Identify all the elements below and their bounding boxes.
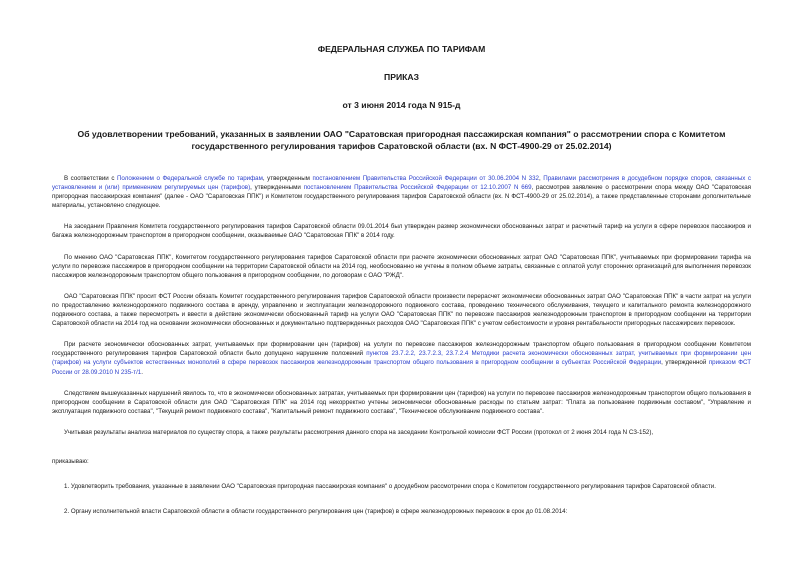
document-title: Об удовлетворении требований, указанных в заявлении ОАО "Саратовская пригородная пассажирская компания" о рассмотрении спора с Комитетом государственного регулирования тарифов Саратовской области (вх. N ФСТ-4900-29 от 25.02.2014) [77,129,726,151]
link-clauses[interactable]: пунктов 23.7.2.2, 23.7.2.3, 23.7.2.4 [366,350,469,358]
text-run: , утвержденной [661,359,709,367]
link-order-235[interactable]: приказом ФСТ России от 28.09.2010 N 235-т/1 [52,359,751,376]
paragraph-preamble [52,174,751,210]
link-dispute-rules[interactable]: Правилами рассмотрения в досудебном порядке споров, связанных с установлением и (или) применением регулируемых цен (тарифов) [52,175,752,192]
paragraph-order: приказываю: [52,457,89,465]
text-run: , утвержденным [262,175,313,182]
text-run: . [141,368,143,376]
text-run: , [538,175,544,182]
paragraph-6: Следствием вышеуказанных нарушений явилось то, что в экономически обоснованных затратах, учитываемых при формировании цен (тарифов) на услуги по перевозке пассажиров железнодорожным транспортом общего пользования в пригородном сообщении в Саратовской области для ОАО "Саратовская ППК" на 2014 год некорректно учтены экономически обоснованные расходы по статьям затрат: "Плата за пользование подвижным составом", "Управление и эксплуатация подвижного состава", "Текущий ремонт подвижного состава", "Капитальный ремонт подвижного состава", "Техническое обслуживание подвижного состава". [52,389,751,415]
link-resolution-332[interactable]: постановлением Правительства Российской Федерации от 30.06.2004 N 332 [312,175,539,182]
paragraph-5 [52,340,751,376]
text-run: При расчете экономически обоснованных затрат, учитываемых при формировании цен (тарифов) на услуги по перевозке пассажиров железнодорожным транспортом общего пользования в пригородном сообщении Комитетом государственного регулирования тарифов Саратовской области было допущено нарушение положений [52,341,751,358]
link-methodology[interactable]: Методики расчета экономически обоснованных затрат, учитываемых при формировании цен (тарифов) на услуги субъектов естественных монополий в сфере перевозок пассажиров железнодорожным транспортом общего пользования в пригородном сообщении в субъектах Российской Федерации [52,350,751,367]
paragraph-item-1: 1. Удовлетворить требования, указанные в заявлении ОАО "Саратовская пригородная пассажирская компания" о досудебном рассмотрении спора с Комитетом государственного регулирования тарифов Саратовской области. [64,483,716,491]
document-body [52,174,751,516]
link-resolution-669[interactable]: постановлением Правительства Российской Федерации от 12.10.2007 N 669 [303,184,532,192]
document-date: от 3 июня 2014 года N 915-д [342,100,461,110]
paragraph-2: На заседании Правления Комитета государственного регулирования тарифов Саратовской области 09.01.2014 был утвержден размер экономически обоснованных затрат и расчетный тариф на услуги в сфере перевозок пассажиров и багажа железнодорожным транспортом в пригородном сообщении, оказываемые ОАО "Саратовская ППК" в 2014 году. [52,223,751,240]
paragraph-3: По мнению ОАО "Саратовская ППК", Комитетом государственного регулирования тарифов Саратовской области при расчете экономически обоснованных затрат ОАО "Саратовская ППК", учитываемых при формировании тарифа на услуги по перевозке пассажиров в пригородном сообщении на территории Саратовской области на 2014 год, необоснованно не учтены в полном объеме затраты, связанные с оплатой услуг сторонних организаций для выполнения перевозок пассажиров железнодорожным транспортом общего пользования в пригородном сообщении, по договорам с ОАО "РЖД". [52,253,751,279]
text-run: , рассмотрев заявление о рассмотрении спора между ОАО "Саратовская пригородная пассажирская компания" (далее - ОАО "Саратовская ППК") и Комитетом государственного регулирования тарифов Саратовской области (вх. N ФСТ-4900-29 от 25.02.2014), а также представленные сторонами дополнительные материалы, установлено следующее. [52,184,752,210]
document-type: ПРИКАЗ [384,72,419,82]
paragraph-item-2: 2. Органу исполнительной власти Саратовской области в области государственного регулирования цен (тарифов) в сфере железнодорожных перевозок в срок до 01.08.2014: [64,508,568,516]
agency-name: ФЕДЕРАЛЬНАЯ СЛУЖБА ПО ТАРИФАМ [317,44,486,54]
paragraph-7: Учитывая результаты анализа материалов по существу спора, а также результаты рассмотрения данного спора на заседании Контрольной комиссии ФСТ России (протокол от 2 июня 2014 года N СЗ-152), [64,428,654,436]
text-run: В соответствии с [64,175,117,182]
paragraph-4: ОАО "Саратовская ППК" просит ФСТ России обязать Комитет государственного регулирования тарифов Саратовской области произвести перерасчет экономически обоснованных затрат ОАО "Саратовская ППК" в части затрат на услуги по предоставлению железнодорожного подвижного состава в аренду, управлению и эксплуатации железнодорожного подвижного состава, проведению технического обслуживания, текущего и капитального ремонта железнодорожного подвижного состава, а также пересмотреть и ввести в действие экономически обоснованный тариф на услуги ОАО "Саратовская ППК" по перевозке пассажиров железнодорожным транспортом в пригородном сообщении на территории Саратовской области на 2014 год на основании экономически обоснованных и документально подтвержденных расходов ОАО "Саратовская ППК" с учетом себестоимости и уровня рентабельности пригородных пассажирских перевозок. [52,292,751,328]
text-run: , утвержденными [250,184,304,192]
link-fst-regulation[interactable]: Положением о Федеральной службе по тарифам [116,175,263,182]
